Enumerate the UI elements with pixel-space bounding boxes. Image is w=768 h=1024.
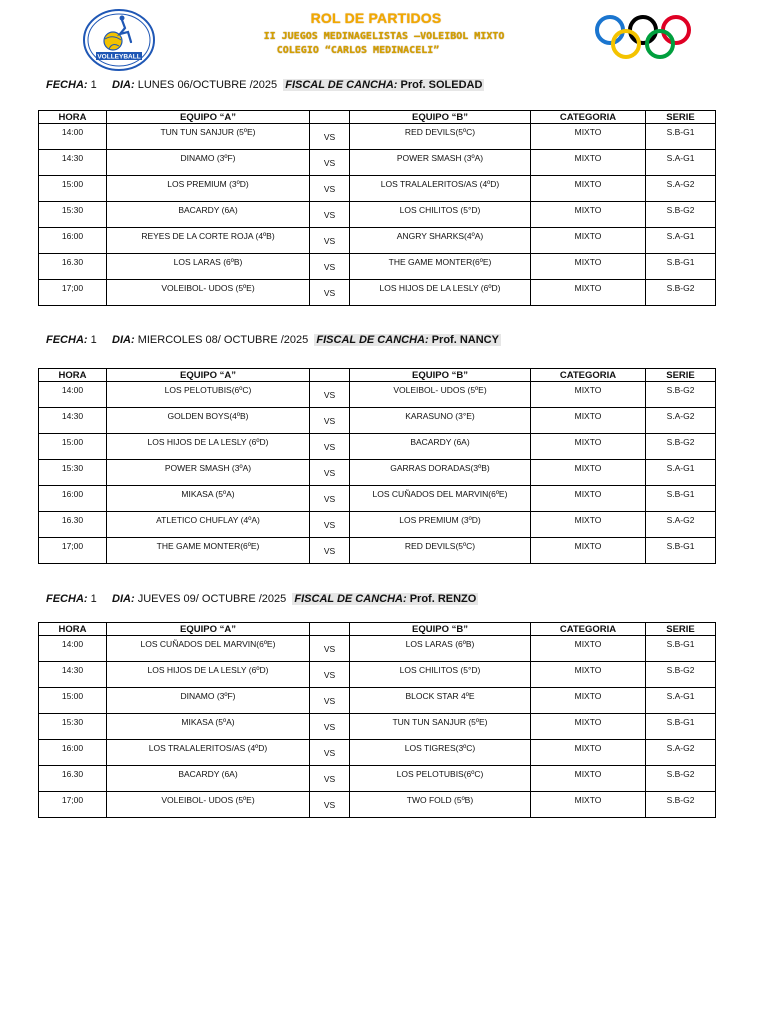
col-equipo-a-header: EQUIPO “A”: [107, 623, 310, 636]
table-row: [39, 688, 716, 714]
fecha-label: FECHA:: [46, 593, 88, 605]
serie-cell: S.A-G2: [646, 408, 716, 434]
team-b-cell: TWO FOLD (5ºB): [350, 792, 531, 818]
vs-cell: VS: [310, 280, 350, 306]
team-b-cell: LOS PELOTUBIS(6ºC): [350, 766, 531, 792]
hora-cell: 16:00: [39, 228, 107, 254]
team-a-cell: ATLETICO CHUFLAY (4ºA): [107, 512, 310, 538]
table-row: [39, 280, 716, 306]
col-equipo-a-header: EQUIPO “A”: [107, 111, 310, 124]
col-vs-header: [310, 369, 350, 382]
col-equipo-b-header: EQUIPO “B”: [350, 369, 531, 382]
schedule-table: [38, 622, 716, 818]
serie-cell: S.A-G1: [646, 460, 716, 486]
logo-text: VOLLEYBALL: [97, 53, 141, 61]
serie-cell: S.B-G1: [646, 538, 716, 564]
hora-cell: 15:00: [39, 434, 107, 460]
fiscal-label: FISCAL DE CANCHA:: [285, 79, 398, 91]
table-row: [39, 202, 716, 228]
team-b-cell: LOS CHILITOS (5°D): [350, 662, 531, 688]
team-a-cell: GOLDEN BOYS(4ºB): [107, 408, 310, 434]
vs-cell: VS: [310, 512, 350, 538]
dia-label: DIA:: [112, 79, 135, 91]
serie-cell: S.B-G1: [646, 486, 716, 512]
serie-cell: S.B-G2: [646, 792, 716, 818]
team-a-cell: MIKASA (5ºA): [107, 714, 310, 740]
team-a-cell: POWER SMASH (3ºA): [107, 460, 310, 486]
table-row: [39, 254, 716, 280]
col-hora-header: HORA: [39, 369, 107, 382]
fiscal-name: Prof. SOLEDAD: [400, 79, 483, 91]
team-a-cell: BACARDY (6A): [107, 766, 310, 792]
team-a-cell: THE GAME MONTER(6ºE): [107, 538, 310, 564]
serie-cell: S.A-G2: [646, 740, 716, 766]
table-header-row: [39, 623, 716, 636]
vs-cell: VS: [310, 228, 350, 254]
hora-cell: 16.30: [39, 766, 107, 792]
col-vs-header: [310, 111, 350, 124]
serie-cell: S.A-G1: [646, 688, 716, 714]
dia-text: MIERCOLES 08/ OCTUBRE /2025: [137, 334, 309, 346]
team-a-cell: DINAMO (3ºF): [107, 150, 310, 176]
categoria-cell: MIXTO: [531, 636, 646, 662]
team-a-cell: BACARDY (6A): [107, 202, 310, 228]
vs-cell: VS: [310, 176, 350, 202]
fecha-label: FECHA:: [46, 79, 88, 91]
fiscal-name: Prof. RENZO: [409, 593, 477, 605]
vs-cell: VS: [310, 382, 350, 408]
team-b-cell: LOS LARAS (6ºB): [350, 636, 531, 662]
team-a-cell: DINAMO (3ºF): [107, 688, 310, 714]
vs-cell: VS: [310, 636, 350, 662]
team-b-cell: LOS CHILITOS (5°D): [350, 202, 531, 228]
categoria-cell: MIXTO: [531, 792, 646, 818]
col-equipo-b-header: EQUIPO “B”: [350, 111, 531, 124]
fiscal-box: [314, 334, 501, 346]
table-row: [39, 434, 716, 460]
team-b-cell: TUN TUN SANJUR (5ºE): [350, 714, 531, 740]
team-b-cell: LOS TIGRES(3ºC): [350, 740, 531, 766]
hora-cell: 14:00: [39, 382, 107, 408]
categoria-cell: MIXTO: [531, 662, 646, 688]
serie-cell: S.B-G2: [646, 382, 716, 408]
table-row: [39, 714, 716, 740]
categoria-cell: MIXTO: [531, 382, 646, 408]
vs-cell: VS: [310, 408, 350, 434]
fiscal-box: [283, 79, 484, 91]
categoria-cell: MIXTO: [531, 176, 646, 202]
hora-cell: 16:00: [39, 740, 107, 766]
team-b-cell: POWER SMASH (3ºA): [350, 150, 531, 176]
team-a-cell: VOLEIBOL- UDOS (5ºE): [107, 280, 310, 306]
team-b-cell: LOS HIJOS DE LA LESLY (6ºD): [350, 280, 531, 306]
serie-cell: S.A-G2: [646, 176, 716, 202]
table-row: [39, 408, 716, 434]
team-a-cell: LOS PELOTUBIS(6ºC): [107, 382, 310, 408]
table-row: [39, 124, 716, 150]
team-b-cell: RED DEVILS(5ºC): [350, 538, 531, 564]
table-row: [39, 228, 716, 254]
school-subtitle: COLEGIO “CARLOS MEDINACELI”: [276, 45, 440, 56]
table-row: [39, 176, 716, 202]
col-serie-header: SERIE: [646, 623, 716, 636]
categoria-cell: MIXTO: [531, 538, 646, 564]
date-line: [46, 593, 478, 605]
vs-cell: VS: [310, 434, 350, 460]
hora-cell: 14:30: [39, 408, 107, 434]
categoria-cell: MIXTO: [531, 512, 646, 538]
categoria-cell: MIXTO: [531, 486, 646, 512]
col-equipo-a-header: EQUIPO “A”: [107, 369, 310, 382]
fiscal-name: Prof. NANCY: [431, 334, 499, 346]
fecha-number: 1: [90, 593, 97, 605]
categoria-cell: MIXTO: [531, 688, 646, 714]
serie-cell: S.B-G2: [646, 434, 716, 460]
categoria-cell: MIXTO: [531, 124, 646, 150]
vs-cell: VS: [310, 662, 350, 688]
fiscal-label: FISCAL DE CANCHA:: [294, 593, 407, 605]
vs-cell: VS: [310, 124, 350, 150]
categoria-cell: MIXTO: [531, 766, 646, 792]
dia-label: DIA:: [112, 593, 135, 605]
table-header-row: [39, 369, 716, 382]
table-row: [39, 636, 716, 662]
serie-cell: S.A-G2: [646, 512, 716, 538]
hora-cell: 17;00: [39, 280, 107, 306]
dia-text: LUNES 06/OCTUBRE /2025: [137, 79, 278, 91]
dia-label: DIA:: [112, 334, 135, 346]
team-a-cell: REYES DE LA CORTE ROJA (4ºB): [107, 228, 310, 254]
serie-cell: S.B-G1: [646, 636, 716, 662]
vs-cell: VS: [310, 150, 350, 176]
vs-cell: VS: [310, 792, 350, 818]
event-subtitle: II JUEGOS MEDINAGELISTAS –VOLEIBOL MIXTO: [263, 31, 505, 42]
vs-cell: VS: [310, 254, 350, 280]
serie-cell: S.B-G2: [646, 766, 716, 792]
col-serie-header: SERIE: [646, 111, 716, 124]
hora-cell: 14:00: [39, 124, 107, 150]
vs-cell: VS: [310, 740, 350, 766]
categoria-cell: MIXTO: [531, 228, 646, 254]
table-row: [39, 662, 716, 688]
serie-cell: S.B-G1: [646, 714, 716, 740]
team-a-cell: LOS CUÑADOS DEL MARVIN(6ºE): [107, 636, 310, 662]
serie-cell: S.B-G1: [646, 124, 716, 150]
hora-cell: 15:30: [39, 202, 107, 228]
team-a-cell: LOS PREMIUM (3ºD): [107, 176, 310, 202]
col-vs-header: [310, 623, 350, 636]
fiscal-box: [292, 593, 478, 605]
hora-cell: 15:30: [39, 714, 107, 740]
categoria-cell: MIXTO: [531, 740, 646, 766]
team-b-cell: KARASUNO (3°E): [350, 408, 531, 434]
hora-cell: 14:30: [39, 150, 107, 176]
vs-cell: VS: [310, 766, 350, 792]
table-row: [39, 766, 716, 792]
serie-cell: S.B-G2: [646, 280, 716, 306]
table-header-row: [39, 111, 716, 124]
hora-cell: 17;00: [39, 538, 107, 564]
team-b-cell: RED DEVILS(5ºC): [350, 124, 531, 150]
serie-cell: S.B-G2: [646, 202, 716, 228]
col-hora-header: HORA: [39, 111, 107, 124]
hora-cell: 15:00: [39, 176, 107, 202]
hora-cell: 16.30: [39, 512, 107, 538]
team-a-cell: LOS HIJOS DE LA LESLY (6ºD): [107, 662, 310, 688]
fecha-number: 1: [90, 334, 97, 346]
col-categoria-header: CATEGORIA: [531, 111, 646, 124]
table-row: [39, 740, 716, 766]
fecha-label: FECHA:: [46, 334, 88, 346]
serie-cell: S.B-G2: [646, 662, 716, 688]
table-row: [39, 512, 716, 538]
team-b-cell: LOS PREMIUM (3ºD): [350, 512, 531, 538]
team-b-cell: LOS CUÑADOS DEL MARVIN(6ºE): [350, 486, 531, 512]
vs-cell: VS: [310, 202, 350, 228]
col-categoria-header: CATEGORIA: [531, 623, 646, 636]
table-row: [39, 460, 716, 486]
schedule-table: [38, 368, 716, 564]
table-row: [39, 150, 716, 176]
team-b-cell: LOS TRALALERITOS/AS (4ºD): [350, 176, 531, 202]
team-b-cell: BLOCK STAR 4ºE: [350, 688, 531, 714]
categoria-cell: MIXTO: [531, 254, 646, 280]
team-b-cell: THE GAME MONTER(6ºE): [350, 254, 531, 280]
hora-cell: 14:00: [39, 636, 107, 662]
dia-text: JUEVES 09/ OCTUBRE /2025: [137, 593, 287, 605]
date-line: [46, 79, 484, 91]
vs-cell: VS: [310, 538, 350, 564]
table-row: [39, 382, 716, 408]
hora-cell: 17;00: [39, 792, 107, 818]
hora-cell: 15:00: [39, 688, 107, 714]
team-a-cell: LOS HIJOS DE LA LESLY (6ºD): [107, 434, 310, 460]
fiscal-label: FISCAL DE CANCHA:: [316, 334, 429, 346]
col-serie-header: SERIE: [646, 369, 716, 382]
categoria-cell: MIXTO: [531, 434, 646, 460]
schedule-table: [38, 110, 716, 306]
categoria-cell: MIXTO: [531, 202, 646, 228]
vs-cell: VS: [310, 486, 350, 512]
col-equipo-b-header: EQUIPO “B”: [350, 623, 531, 636]
team-b-cell: VOLEIBOL- UDOS (5ºE): [350, 382, 531, 408]
col-categoria-header: CATEGORIA: [531, 369, 646, 382]
hora-cell: 16:00: [39, 486, 107, 512]
serie-cell: S.B-G1: [646, 254, 716, 280]
serie-cell: S.A-G1: [646, 150, 716, 176]
page-title: ROL DE PARTIDOS: [310, 10, 442, 26]
categoria-cell: MIXTO: [531, 714, 646, 740]
team-b-cell: GARRAS DORADAS(3ºB): [350, 460, 531, 486]
categoria-cell: MIXTO: [531, 150, 646, 176]
vs-cell: VS: [310, 714, 350, 740]
date-line: [46, 334, 501, 346]
fecha-number: 1: [90, 79, 97, 91]
team-a-cell: TUN TUN SANJUR (5ºE): [107, 124, 310, 150]
categoria-cell: MIXTO: [531, 460, 646, 486]
team-a-cell: LOS TRALALERITOS/AS (4ºD): [107, 740, 310, 766]
team-a-cell: LOS LARAS (6ºB): [107, 254, 310, 280]
table-row: [39, 538, 716, 564]
team-b-cell: ANGRY SHARKS(4ºA): [350, 228, 531, 254]
categoria-cell: MIXTO: [531, 408, 646, 434]
hora-cell: 16.30: [39, 254, 107, 280]
vs-cell: VS: [310, 460, 350, 486]
hora-cell: 14:30: [39, 662, 107, 688]
team-a-cell: VOLEIBOL- UDOS (5ºE): [107, 792, 310, 818]
vs-cell: VS: [310, 688, 350, 714]
serie-cell: S.A-G1: [646, 228, 716, 254]
col-hora-header: HORA: [39, 623, 107, 636]
table-row: [39, 486, 716, 512]
table-row: [39, 792, 716, 818]
team-a-cell: MIKASA (5ºA): [107, 486, 310, 512]
team-b-cell: BACARDY (6A): [350, 434, 531, 460]
categoria-cell: MIXTO: [531, 280, 646, 306]
hora-cell: 15:30: [39, 460, 107, 486]
